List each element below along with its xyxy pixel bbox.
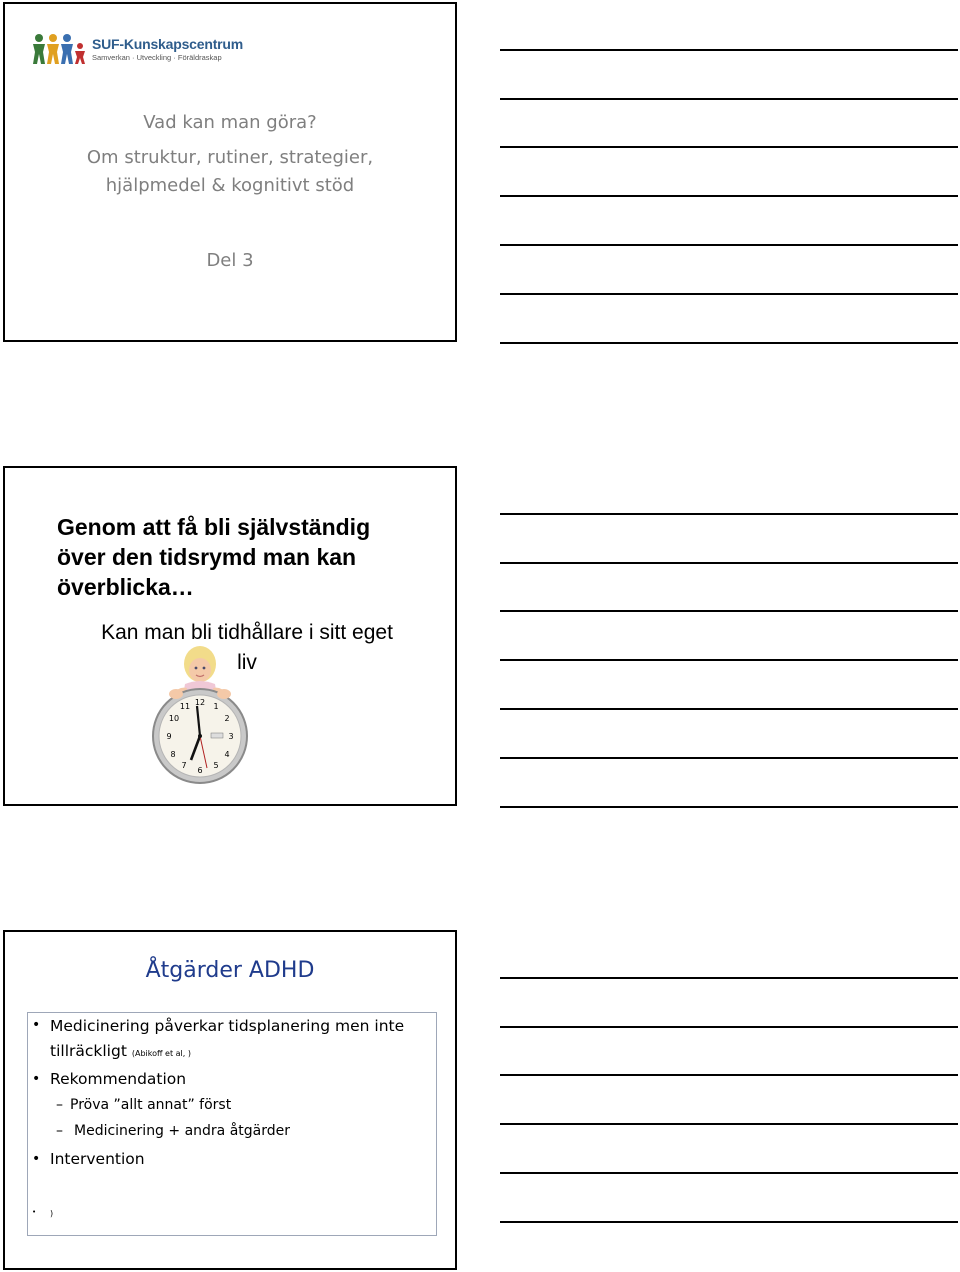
slide2-heading-line3: överblicka… — [57, 574, 194, 600]
slide1-title-line2: Om struktur, rutiner, strategier, — [86, 147, 374, 168]
dash-icon: – — [56, 1123, 63, 1139]
clock-number-7: 7 — [181, 761, 187, 770]
item1-line2 — [50, 1042, 191, 1060]
item1-text: tillräckligt — [50, 1042, 127, 1060]
item2-sub2: Medicinering + andra åtgärder — [74, 1123, 291, 1139]
slide3-title: Åtgärder ADHD — [145, 958, 315, 983]
wall-clock — [153, 689, 247, 783]
footer-mark: ) — [50, 1209, 54, 1218]
suf-logo — [31, 32, 244, 68]
item2: Rekommendation — [50, 1070, 187, 1088]
slide2-heading-line1: Genom att få bli självständig — [57, 514, 371, 540]
bullet-icon: • — [32, 1151, 41, 1167]
logo-name: SUF-Kunskapscentrum — [92, 36, 244, 52]
clock-number-9: 9 — [166, 732, 172, 741]
clock-number-8: 8 — [170, 750, 176, 759]
clock-number-3: 3 — [228, 732, 234, 741]
bullet-icon: • — [32, 1208, 37, 1216]
clock-number-5: 5 — [213, 761, 219, 770]
clock-number-2: 2 — [224, 714, 230, 723]
logo-tagline: Samverkan · Utveckling · Föräldraskap — [92, 53, 222, 62]
slide2-subtitle-line2: liv — [237, 651, 257, 674]
clock-number-1: 1 — [213, 702, 219, 711]
item2-sub1: Pröva ”allt annat” först — [70, 1097, 232, 1113]
item1-citation: (Abikoff et al, ) — [131, 1049, 191, 1058]
bullet-icon: • — [32, 1017, 41, 1033]
slide-2 — [3, 466, 457, 806]
bullet-icon: • — [32, 1071, 41, 1087]
slide2-heading — [57, 512, 437, 602]
slide1-part-label: Del 3 — [206, 250, 254, 271]
child-clock-image — [145, 644, 255, 786]
clock-date-window — [211, 733, 223, 738]
slide1-title-line1: Vad kan man göra? — [143, 112, 317, 133]
people-figures-icon — [31, 32, 91, 66]
item1-line1: Medicinering påverkar tidsplanering men inte — [50, 1017, 405, 1035]
slide1-title-line3: hjälpmedel & kognitivt stöd — [105, 175, 355, 196]
clock-number-11: 11 — [179, 702, 191, 711]
item3: Intervention — [50, 1150, 145, 1168]
clock-number-12: 12 — [194, 698, 206, 707]
dash-icon: – — [56, 1097, 63, 1113]
slide2-heading-line2: över den tidsrymd man kan — [57, 544, 357, 570]
clock-number-10: 10 — [168, 714, 180, 723]
slide2-subtitle-line1: Kan man bli tidhållare i sitt eget — [101, 621, 393, 644]
slide-1 — [3, 2, 457, 342]
clock-number-6: 6 — [197, 766, 203, 775]
clock-number-4: 4 — [224, 750, 230, 759]
slide-3 — [3, 930, 457, 1270]
slide3-content-box — [27, 1012, 437, 1236]
